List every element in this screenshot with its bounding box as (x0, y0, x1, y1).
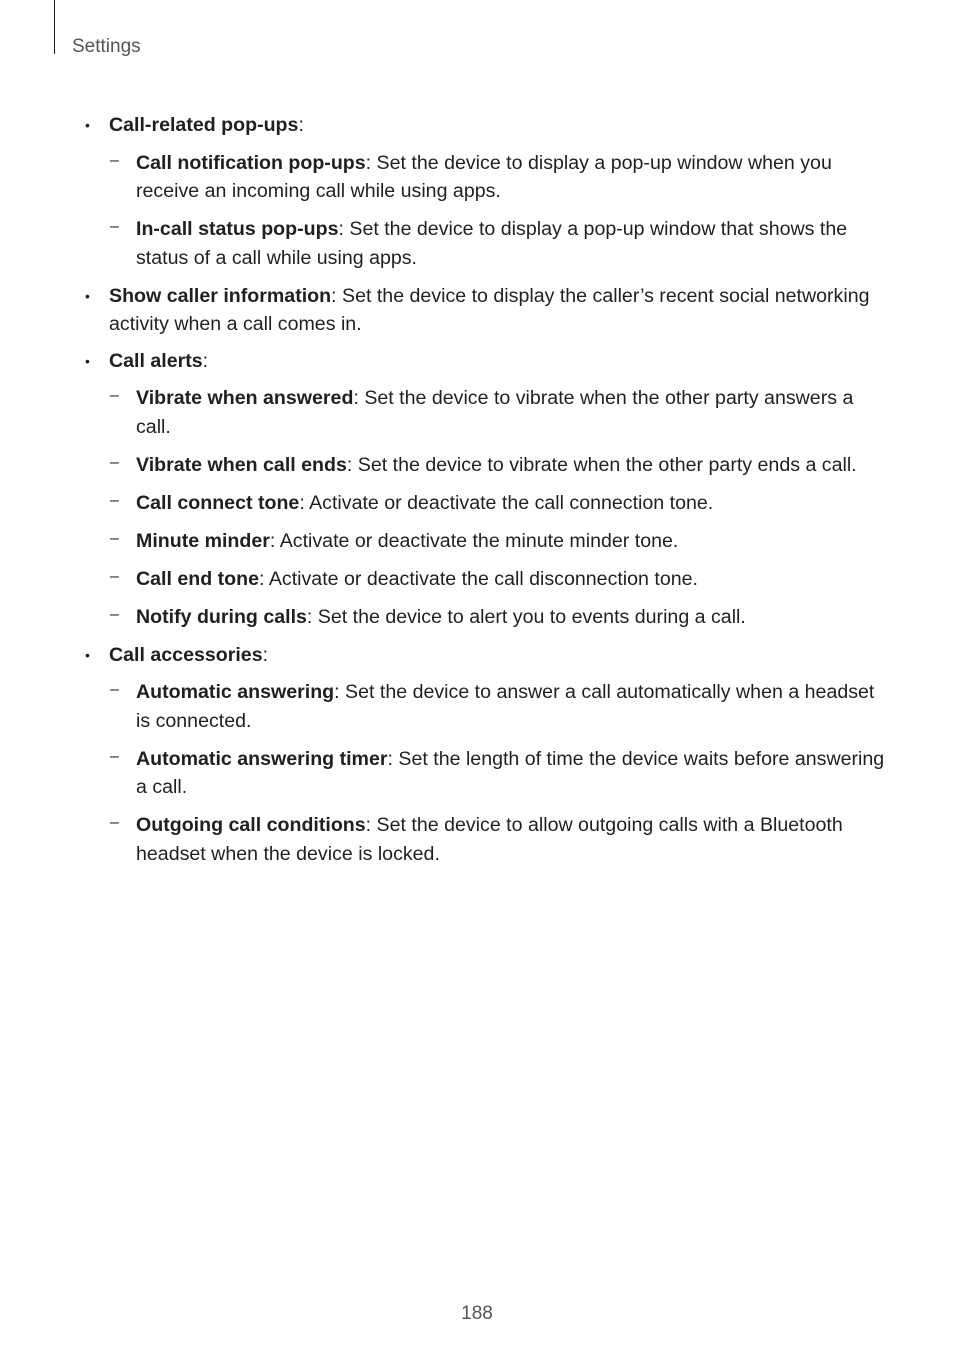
dash-icon: – (110, 151, 119, 169)
dash-icon: – (110, 747, 119, 765)
bullet-icon: • (85, 287, 90, 304)
item-description: : Set the length of time the device waits before answering a call. (136, 747, 885, 798)
item-term: Automatic answering timer (136, 747, 388, 770)
item-description: : (202, 349, 209, 372)
dash-icon: – (110, 605, 119, 623)
item-term: Vibrate when answered (136, 387, 354, 409)
sub-item-call-end-tone (0, 565, 954, 594)
dash-icon: – (110, 218, 119, 235)
settings-list (0, 111, 954, 878)
item-term: Notify during calls (136, 605, 307, 628)
item-term: Call notification pop-ups (136, 151, 366, 174)
item-term: Outgoing call conditions (136, 814, 366, 836)
dash-icon: – (110, 491, 119, 509)
item-term: Minute minder (136, 529, 270, 552)
item-description: : Activate or deactivate the call connection tone. (299, 491, 714, 514)
item-term: Show caller information (109, 284, 332, 307)
dash-icon: – (110, 681, 119, 698)
sub-item-vibrate-when-answered (0, 384, 954, 441)
sub-item-notify-during-calls (0, 603, 954, 632)
bullet-icon: • (85, 352, 90, 369)
dash-icon: – (110, 814, 119, 831)
item-description: : Activate or deactivate the minute minder tone. (269, 529, 679, 552)
item-term: Call connect tone (136, 491, 300, 514)
sub-item-call-connect-tone (0, 489, 954, 518)
item-term: Call accessories (109, 643, 263, 666)
list-item-call-alerts (0, 347, 954, 376)
dash-icon: – (110, 453, 119, 471)
list-item-call-related-popups (0, 111, 954, 140)
sub-item-outgoing-call-conditions (0, 811, 954, 868)
list-item-show-caller-information (0, 282, 954, 339)
item-description: : Set the device to alert you to events during a call. (306, 605, 746, 628)
item-term: Call-related pop-ups (109, 114, 299, 136)
item-term: Call alerts (109, 349, 203, 372)
page-number: 188 (461, 1303, 493, 1324)
item-description: : Set the device to display a pop-up window when you receive an incoming call while using apps. (136, 151, 832, 202)
item-description: : Set the device to answer a call automatically when a headset is connected. (136, 681, 875, 732)
item-term: Call end tone (136, 567, 260, 590)
item-description: : Set the device to display the caller’s recent social networking activity when a call comes in. (109, 284, 870, 335)
sub-item-minute-minder (0, 527, 954, 556)
item-description: : Set the device to allow outgoing calls with a Bluetooth headset when the device is locked. (136, 814, 843, 865)
sub-item-vibrate-when-call-ends (0, 451, 954, 480)
item-description: : Set the device to vibrate when the other party ends a call. (346, 453, 857, 476)
item-term: In-call status pop-ups (136, 218, 339, 240)
item-description: : Set the device to display a pop-up window that shows the status of a call while using apps. (136, 218, 848, 269)
sub-item-in-call-status-popups (0, 215, 954, 272)
sub-item-automatic-answering-timer (0, 745, 954, 802)
item-description: : Set the device to vibrate when the other party answers a call. (136, 387, 854, 438)
sub-item-automatic-answering (0, 678, 954, 735)
item-description: : Activate or deactivate the call disconnection tone. (259, 567, 698, 590)
dash-icon: – (110, 387, 119, 404)
bullet-icon: • (85, 646, 90, 663)
header-rule (54, 0, 55, 54)
item-term: Automatic answering (136, 681, 335, 703)
dash-icon: – (110, 567, 119, 585)
dash-icon: – (110, 529, 119, 547)
item-description: : (262, 643, 269, 666)
item-term: Vibrate when call ends (136, 453, 347, 476)
list-item-call-accessories (0, 641, 954, 670)
item-description: : (298, 114, 304, 136)
section-header: Settings (72, 36, 141, 57)
bullet-icon: • (85, 117, 90, 133)
sub-item-call-notification-popups (0, 149, 954, 206)
